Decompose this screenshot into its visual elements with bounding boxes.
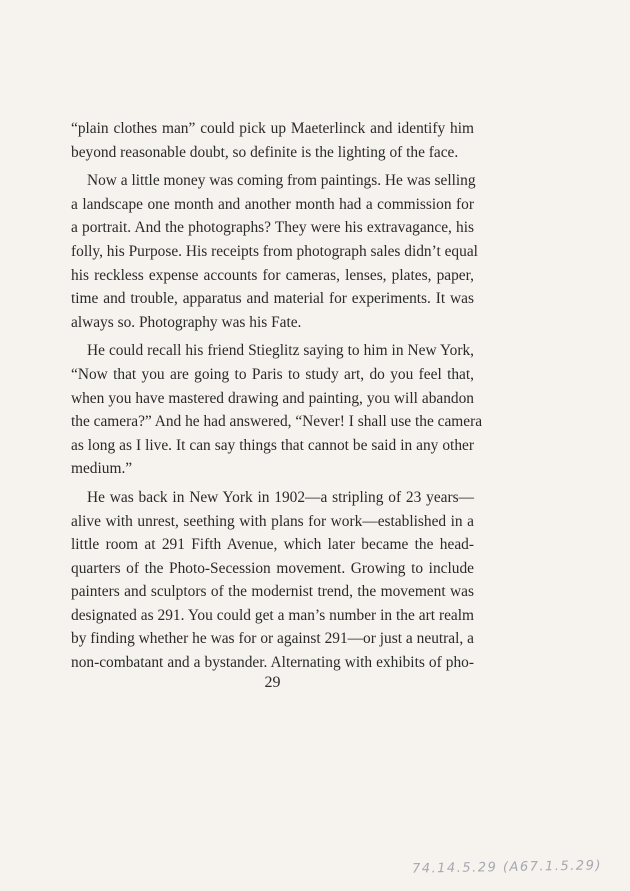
text-line: by finding whether he was for or against 291—or just a neutral, a [71, 630, 474, 648]
text-line: He could recall his friend Stieglitz saying to him in New York, [87, 342, 474, 360]
page-number: 29 [264, 674, 281, 691]
text-line: as long as I live. It can say things that cannot be said in any other [71, 436, 474, 454]
text-line: medium.” [71, 460, 133, 478]
catalog-number-annotation: 74.14.5.29 (A67.1.5.29) [411, 858, 603, 877]
text-line: painters and sculptors of the modernist trend, the movement was [71, 583, 474, 601]
text-line: Now a little money was coming from paintings. He was selling [87, 172, 476, 190]
text-line: when you have mastered drawing and painting, you will abandon [71, 389, 474, 407]
text-line: his reckless expense accounts for cameras, lenses, plates, paper, [71, 266, 474, 284]
text-line: He was back in New York in 1902—a stripling of 23 years— [87, 488, 474, 506]
text-line: non-combatant and a bystander. Alternating with exhibits of pho- [71, 654, 474, 672]
text-line: time and trouble, apparatus and material for experiments. It was [71, 290, 474, 308]
text-line: beyond reasonable doubt, so definite is the lighting of the face. [71, 143, 459, 161]
text-line: quarters of the Photo-Secession movement. Growing to include [71, 559, 474, 577]
text-line: “plain clothes man” could pick up Maeterlinck and identify him [71, 120, 474, 137]
body-text [71, 117, 483, 675]
text-line: little room at 291 Fifth Avenue, which later became the head- [71, 536, 474, 554]
text-line: “Now that you are going to Paris to study art, do you feel that, [71, 365, 474, 383]
text-line: designated as 291. You could get a man’s number in the art realm [71, 606, 474, 624]
text-line: always so. Photography was his Fate. [71, 313, 302, 331]
text-line: folly, his Purpose. His receipts from photograph sales didn’t equal [71, 242, 478, 260]
text-line: a portrait. And the photographs? They were his extravagance, his [71, 219, 474, 237]
text-line: a landscape one month and another month had a commission for [71, 195, 474, 213]
text-line: alive with unrest, seething with plans for work—established in a [71, 512, 474, 530]
text-line: the camera?” And he had answered, “Never! I shall use the camera [71, 413, 483, 431]
